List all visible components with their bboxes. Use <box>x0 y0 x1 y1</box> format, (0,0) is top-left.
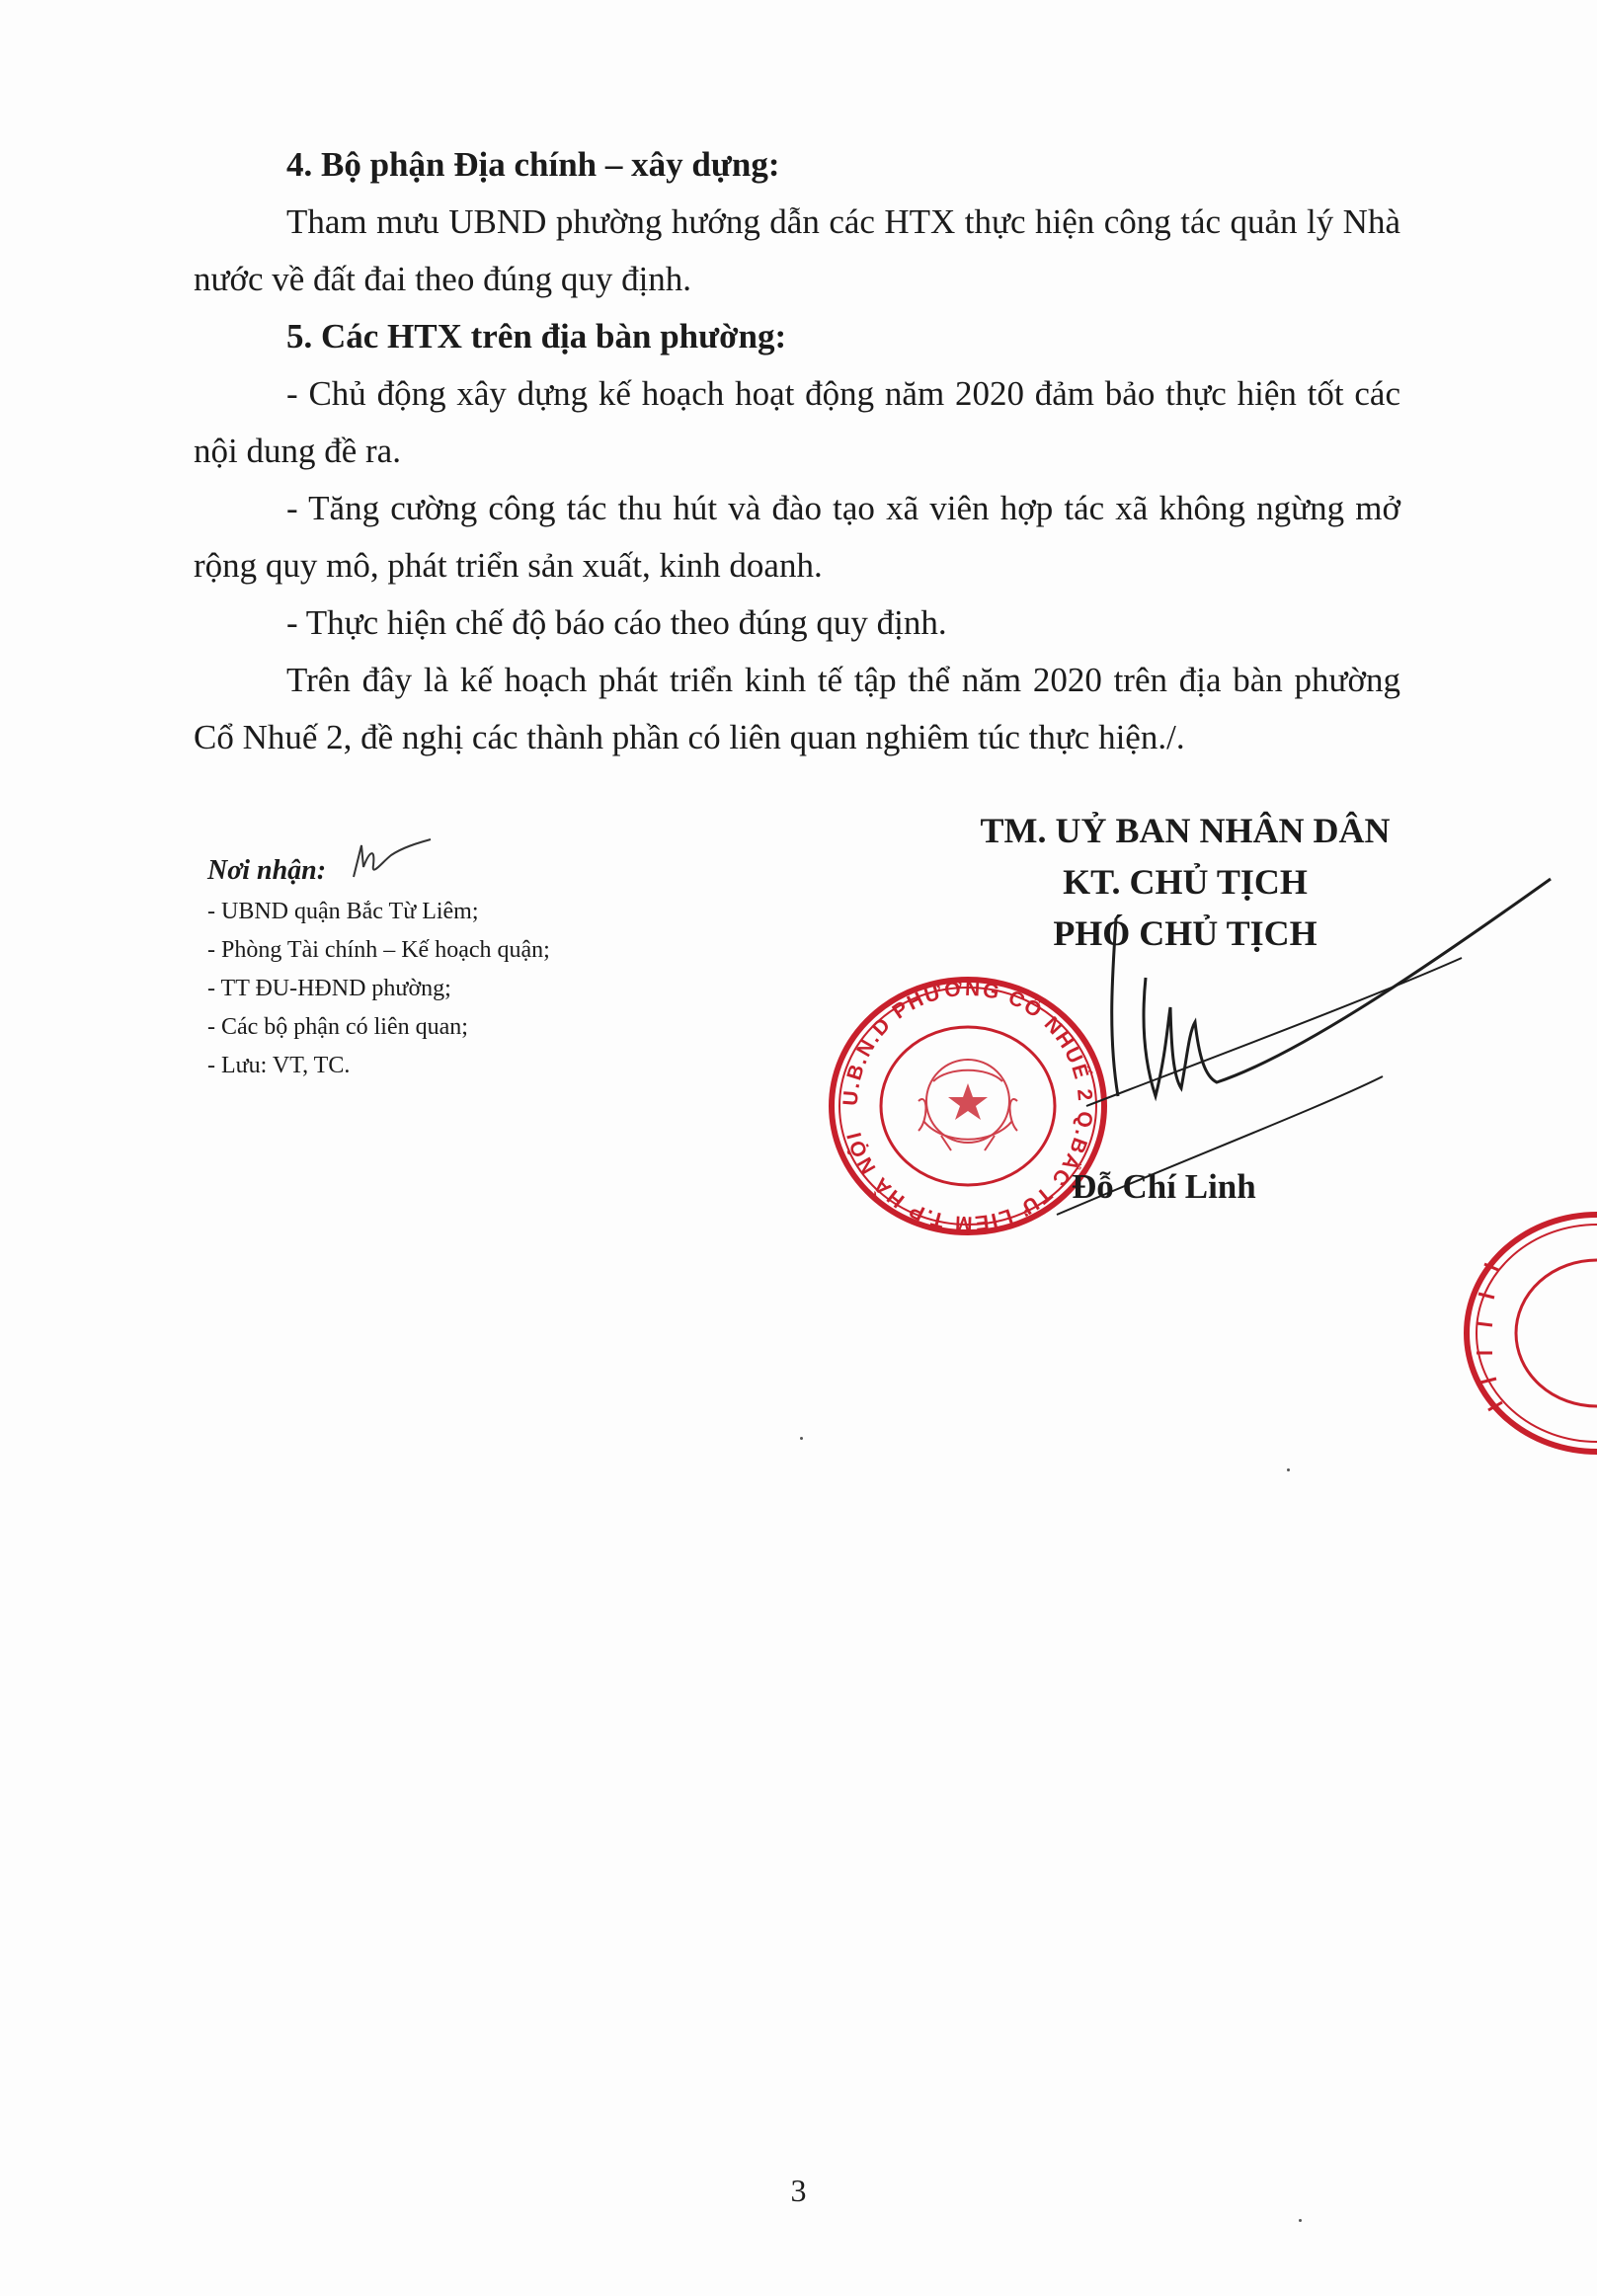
paragraph: - Thực hiện chế độ báo cáo theo đúng quy định. <box>286 603 947 642</box>
closing-paragraph: Trên đây là kế hoạch phát triển kinh tế tập thể năm 2020 trên địa bàn phường Cổ Nhuế 2, đề nghị các thành phần có liên quan nghiêm túc thực hiện./. <box>194 661 1400 756</box>
scan-speck <box>800 1437 803 1440</box>
recipient-item: - Phòng Tài chính – Kế hoạch quận; <box>207 937 550 963</box>
paragraph: - Tăng cường công tác thu hút và đào tạo xã viên hợp tác xã không ngừng mở rộng quy mô, phát triển sản xuất, kinh doanh. <box>194 489 1400 585</box>
recipients-list <box>207 893 721 1085</box>
recipient-item: - Các bộ phận có liên quan; <box>207 1014 468 1040</box>
recipient-item: - TT ĐU-HĐND phường; <box>207 976 451 1001</box>
page-number: 3 <box>790 2173 807 2208</box>
recipient-item: - UBND quận Bắc Từ Liêm; <box>207 899 479 924</box>
position-line: KT. CHỦ TỊCH <box>1063 862 1308 902</box>
recipients-label: Nơi nhận: <box>207 855 327 886</box>
scan-speck <box>1287 1468 1290 1471</box>
section-heading-4: 4. Bộ phận Địa chính – xây dựng: <box>286 145 780 184</box>
recipient-item: - Lưu: VT, TC. <box>207 1053 351 1078</box>
paragraph: Tham mưu UBND phường hướng dẫn các HTX thực hiện công tác quản lý Nhà nước về đất đai theo đúng quy định. <box>194 202 1400 298</box>
authority-line: TM. UỶ BAN NHÂN DÂN <box>980 811 1391 850</box>
recipients-block <box>207 849 721 1085</box>
scan-speck <box>1299 2219 1302 2222</box>
body-text <box>194 136 1400 766</box>
initials-mark <box>348 837 433 889</box>
section-heading-5: 5. Các HTX trên địa bàn phường: <box>286 317 787 356</box>
paragraph: - Chủ động xây dựng kế hoạch hoạt động năm 2020 đảm bảo thực hiện tốt các nội dung đề ra. <box>194 374 1400 470</box>
seal-text: U.B.N.D PHƯỜNG CỔ NHUẾ 2 Q.BẮC TỪ LIÊM T.P HÀ NỘI <box>838 977 1097 1235</box>
title-line: PHÓ CHỦ TỊCH <box>1053 913 1318 953</box>
signer-name: Đỗ Chí Linh <box>1072 1167 1256 1206</box>
